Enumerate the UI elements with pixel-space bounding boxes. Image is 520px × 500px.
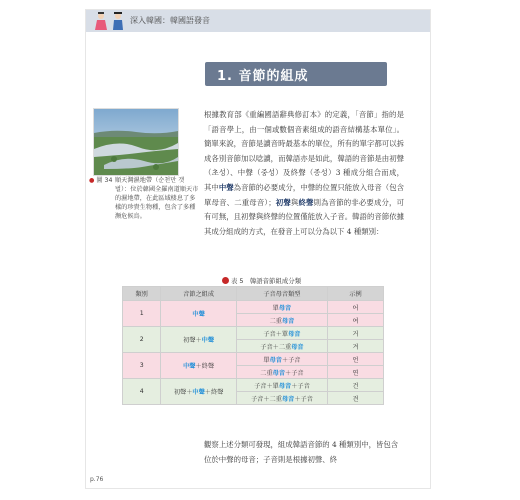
col-header-composition: 音節之組成 [161, 287, 237, 301]
header-title: 深入韓國：韓國語發音 [130, 16, 210, 25]
table-row [123, 301, 384, 314]
category-cell: 4 [123, 379, 161, 405]
type-cell: 二重母音＋子音 [236, 366, 327, 379]
chapter-title: 1. 音節的組成 [217, 69, 309, 84]
example-cell: 언 [328, 353, 384, 366]
category-cell: 3 [123, 353, 161, 379]
figure-tag: 圖 34 [96, 177, 113, 184]
type-cell: 二重母音 [236, 314, 327, 327]
table-row [123, 379, 384, 392]
bottom-text [204, 438, 404, 467]
keyword-zhongsheng: 中聲 [218, 182, 234, 192]
category-cell: 1 [123, 301, 161, 327]
paragraph: 觀察上述分類可發現，組成韓語音節的 4 種類別中，皆包含位於中聲的母音；子音則是根據初聲、終 [204, 440, 399, 464]
col-header-category: 類別 [123, 287, 161, 301]
col-header-example: 示例 [328, 287, 384, 301]
example-cell: 건 [328, 379, 384, 392]
type-cell: 單母音＋子音 [236, 353, 327, 366]
table-row [123, 327, 384, 340]
example-cell: 견 [328, 392, 384, 405]
page-number: p.76 [90, 476, 104, 483]
syllable-table [122, 286, 384, 405]
book-page: 深入韓國：韓國語發音 1. 音節的組成 ● 圖 34 順天灣濕地帶（순천만 갯벌）：位於韓國全羅南道順天市的濕地帶，在此區域棲息了多樣的珍貴生物種，包含了多種瀕危候鳥。 根據教育部《重編國語辭典修訂本》的定義，「音節」指的是「語音學上，由一個或數個音素組成的語音結構基本單位」。簡單來說，音節是讀音時最基本的單位，所有的單字都可以拆成各別音節加以唸讀，而韓語亦是如此，韓語的音節是由初聲（초성）、中聲（중성）及終聲（종성）3 種成分組合而成，其中中聲為音節的必要成分，中聲的位置只能放入母音（包含單母音、二重母音）；初聲與終聲則為音節的非必要成分，可有可無，且初聲與終聲的位置僅能放入子音。韓語的音節依據其成分組成的方式，在發音上可以分為以下 4 種類別： 表 5 韓語音節組成分類 類別 音節之組成 子音母音類型 示例 1 中聲 單母音 어 二重母音 여 2 初聲＋中聲 子音＋單母音 거 子音＋二重母音 겨 3 中聲＋終聲 單母音＋子音 언 二重母音＋子音 연 4 初聲＋中聲＋終聲 子音＋單母音＋子音 건 子音＋二重母音＋子音 견 觀察上述分類可發現，組成韓語音節的 4 種類別中，皆包含位於中聲的母音；子音則是根據初聲、終 p.76 [86, 10, 430, 488]
type-cell: 單母音 [236, 301, 327, 314]
example-cell: 거 [328, 327, 384, 340]
composition-cell: 中聲＋終聲 [161, 353, 237, 379]
body-text [204, 108, 404, 239]
table-row [123, 353, 384, 366]
chapter-heading [205, 62, 387, 86]
table-caption: 表 5 韓語音節組成分類 [222, 276, 301, 285]
category-cell: 2 [123, 327, 161, 353]
composition-cell: 初聲＋中聲 [161, 327, 237, 353]
col-header-type: 子音母音類型 [236, 287, 327, 301]
table-header-row [123, 287, 384, 301]
type-cell: 子音＋二重母音＋子音 [236, 392, 327, 405]
type-cell: 子音＋單母音 [236, 327, 327, 340]
composition-cell: 初聲＋中聲＋終聲 [161, 379, 237, 405]
paragraph: 根據教育部《重編國語辭典修訂本》的定義，「音節」指的是「語音學上，由一個或數個音素組成的語音結構基本單位」。簡單來說，音節是讀音時最基本的單位，所有的單字都可以拆成各別音節加以唸讀，而韓語亦是如此，韓語的音節是由初聲（초성）、中聲（중성）及終聲（종성）3 種成分組合而成，其中中聲為音節的必要成分，中聲的位置只能放入母音（包含單母音、二重母音）；初聲與終聲則為音節的非必要成分，可有可無，且初聲與終聲的位置僅能放入子音。韓語的音節依據其成分組成的方式，在發音上可以分為以下 4 種類別： [204, 110, 404, 236]
type-cell: 子音＋單母音＋子音 [236, 379, 327, 392]
wetland-photo [93, 108, 179, 176]
keyword-zhongsheng-final: 終聲 [298, 197, 314, 207]
example-cell: 여 [328, 314, 384, 327]
example-cell: 겨 [328, 340, 384, 353]
keyword-chusheng: 初聲 [275, 197, 291, 207]
korean-figures-icon [92, 12, 128, 30]
figure-caption-text: 順天灣濕地帶（순천만 갯벌）：位於韓國全羅南道順天市的濕地帶，在此區域棲息了多樣的珍貴生物種，包含了多種瀕危候鳥。 [115, 177, 199, 220]
bullet-icon [222, 277, 229, 284]
composition-cell: 中聲 [161, 301, 237, 327]
running-header [86, 10, 430, 32]
example-cell: 어 [328, 301, 384, 314]
type-cell: 子音＋二重母音 [236, 340, 327, 353]
example-cell: 연 [328, 366, 384, 379]
